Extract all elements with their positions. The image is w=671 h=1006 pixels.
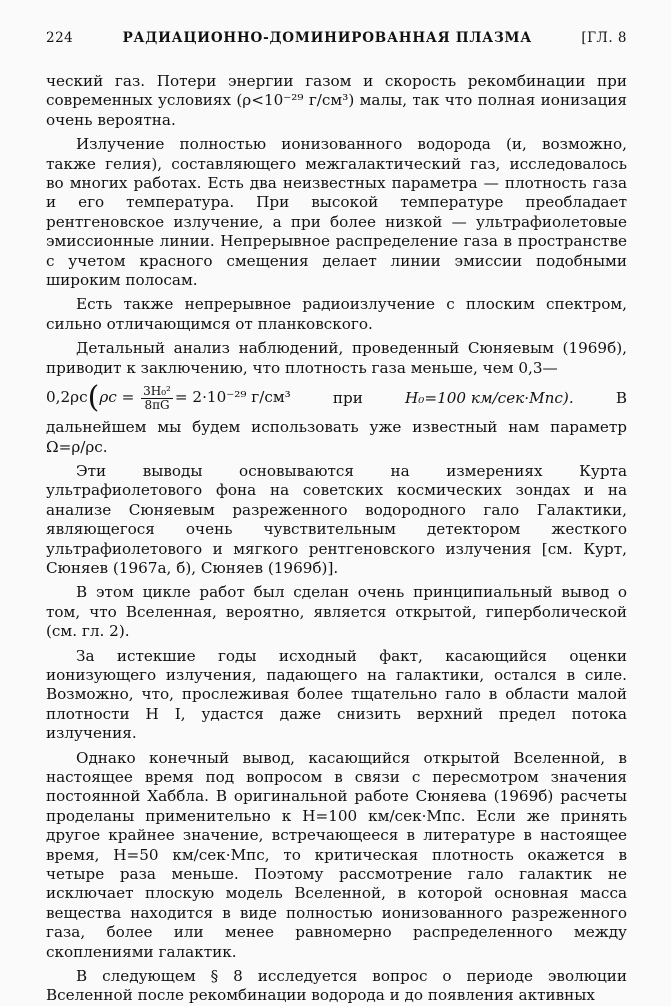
paragraph-9: Однако конечный вывод, касающийся открытой Вселенной, в настоящее время под вопросом в связи с пересмотром значения постоянной Хаббла. В оригинальной работе Сюняева (1969б) расчеты проделаны применительно к H=100 км/сек·Мпс. Если же принять другое крайнее значение, встречающееся в литературе в настоящее время, H=50 км/сек·Мпс, то критическая плотность окажется в четыре раза меньше. Поэтому рассмотрение гало галактик не исключает плоскую модель Вселенной, в которой основная масса вещества находится в виде полностью ионизованного разреженного газа, более или менее равномерно распределенного между скоплениями галактик. [46, 748, 627, 961]
formula-value: = 2·10⁻²⁹ г/см³ [174, 388, 291, 407]
formula-open-paren: ( [87, 380, 100, 416]
formula-hubble: H₀=100 км/сек·Мпс). [405, 389, 574, 408]
formula-lead: 0,2ρc [46, 388, 88, 407]
paragraph-6: Эти выводы основываются на измерениях Курта ультрафиолетового фона на советских космических зондах и на анализе Сюняевым разреженного водородного гало Галактики, являющегося очень чувствительным детектором жесткого ультрафиолетового и мягкого рентгеновского излучения [см. Курт, Сюняев (1967а, б), Сюняев (1969б)]. [46, 461, 627, 577]
paragraph-8: За истекшие годы исходный факт, касающийся оценки ионизующего излучения, падающего на галактики, остался в силе. Возможно, что, прослеживая более тщательно гало в области малой плотности H I, удастся даже снизить верхний предел потока излучения. [46, 646, 627, 743]
paragraph-1: ческий газ. Потери энергии газом и скорость рекомбинации при современных условиях (ρ<10⁻²⁹ г/см³) малы, так что полная ионизация очень вероятна. [46, 72, 627, 129]
paragraph-4: Детальный анализ наблюдений, проведенный Сюняевым (1969б), приводит к заключению, что плотность газа меньше, чем 0,3— [46, 339, 627, 377]
formula-numerator: 3H₀² [143, 383, 171, 398]
paragraph-5: дальнейшем мы будем использовать уже известный нам параметр Ω=ρ/ρc. [46, 418, 627, 456]
critical-density-formula [46, 378, 627, 418]
formula-trail: В [615, 389, 627, 408]
paragraph-3: Есть также непрерывное радиоизлучение с плоским спектром, сильно отличающимся от планковского. [46, 295, 627, 333]
page-number: 224 [46, 30, 74, 46]
page-body [46, 72, 627, 1006]
chapter-label: [ГЛ. 8 [581, 30, 627, 46]
running-title: РАДИАЦИОННО-ДОМИНИРОВАННАЯ ПЛАЗМА [122, 30, 533, 46]
formula-denominator: 8πG [144, 397, 170, 412]
formula-at: при [332, 389, 363, 408]
paragraph-7: В этом цикле работ был сделан очень принципиальный вывод о том, что Вселенная, вероятно, является открытой, гиперболической (см. гл. 2). [46, 583, 627, 641]
paragraph-2: Излучение полностью ионизованного водорода (и, возможно, также гелия), составляющего межгалактический газ, исследовалось во многих работах. Есть два неизвестных параметра — плотность газа и его температура. При высокой температуре преобладает рентгеновское излучение, а при более низкой — ультрафиолетовые эмиссионные линии. Непрерывное распределение газа в пространстве с учетом красного смещения делает линии эмиссии подобными широким полосам. [46, 135, 627, 290]
paragraph-10: В следующем § 8 исследуется вопрос о периоде эволюции Вселенной после рекомбинации водорода и до появления активных [46, 967, 627, 1005]
running-header [46, 30, 627, 52]
formula-fraction [141, 385, 173, 412]
formula-rho-c: ρc = [99, 388, 135, 407]
